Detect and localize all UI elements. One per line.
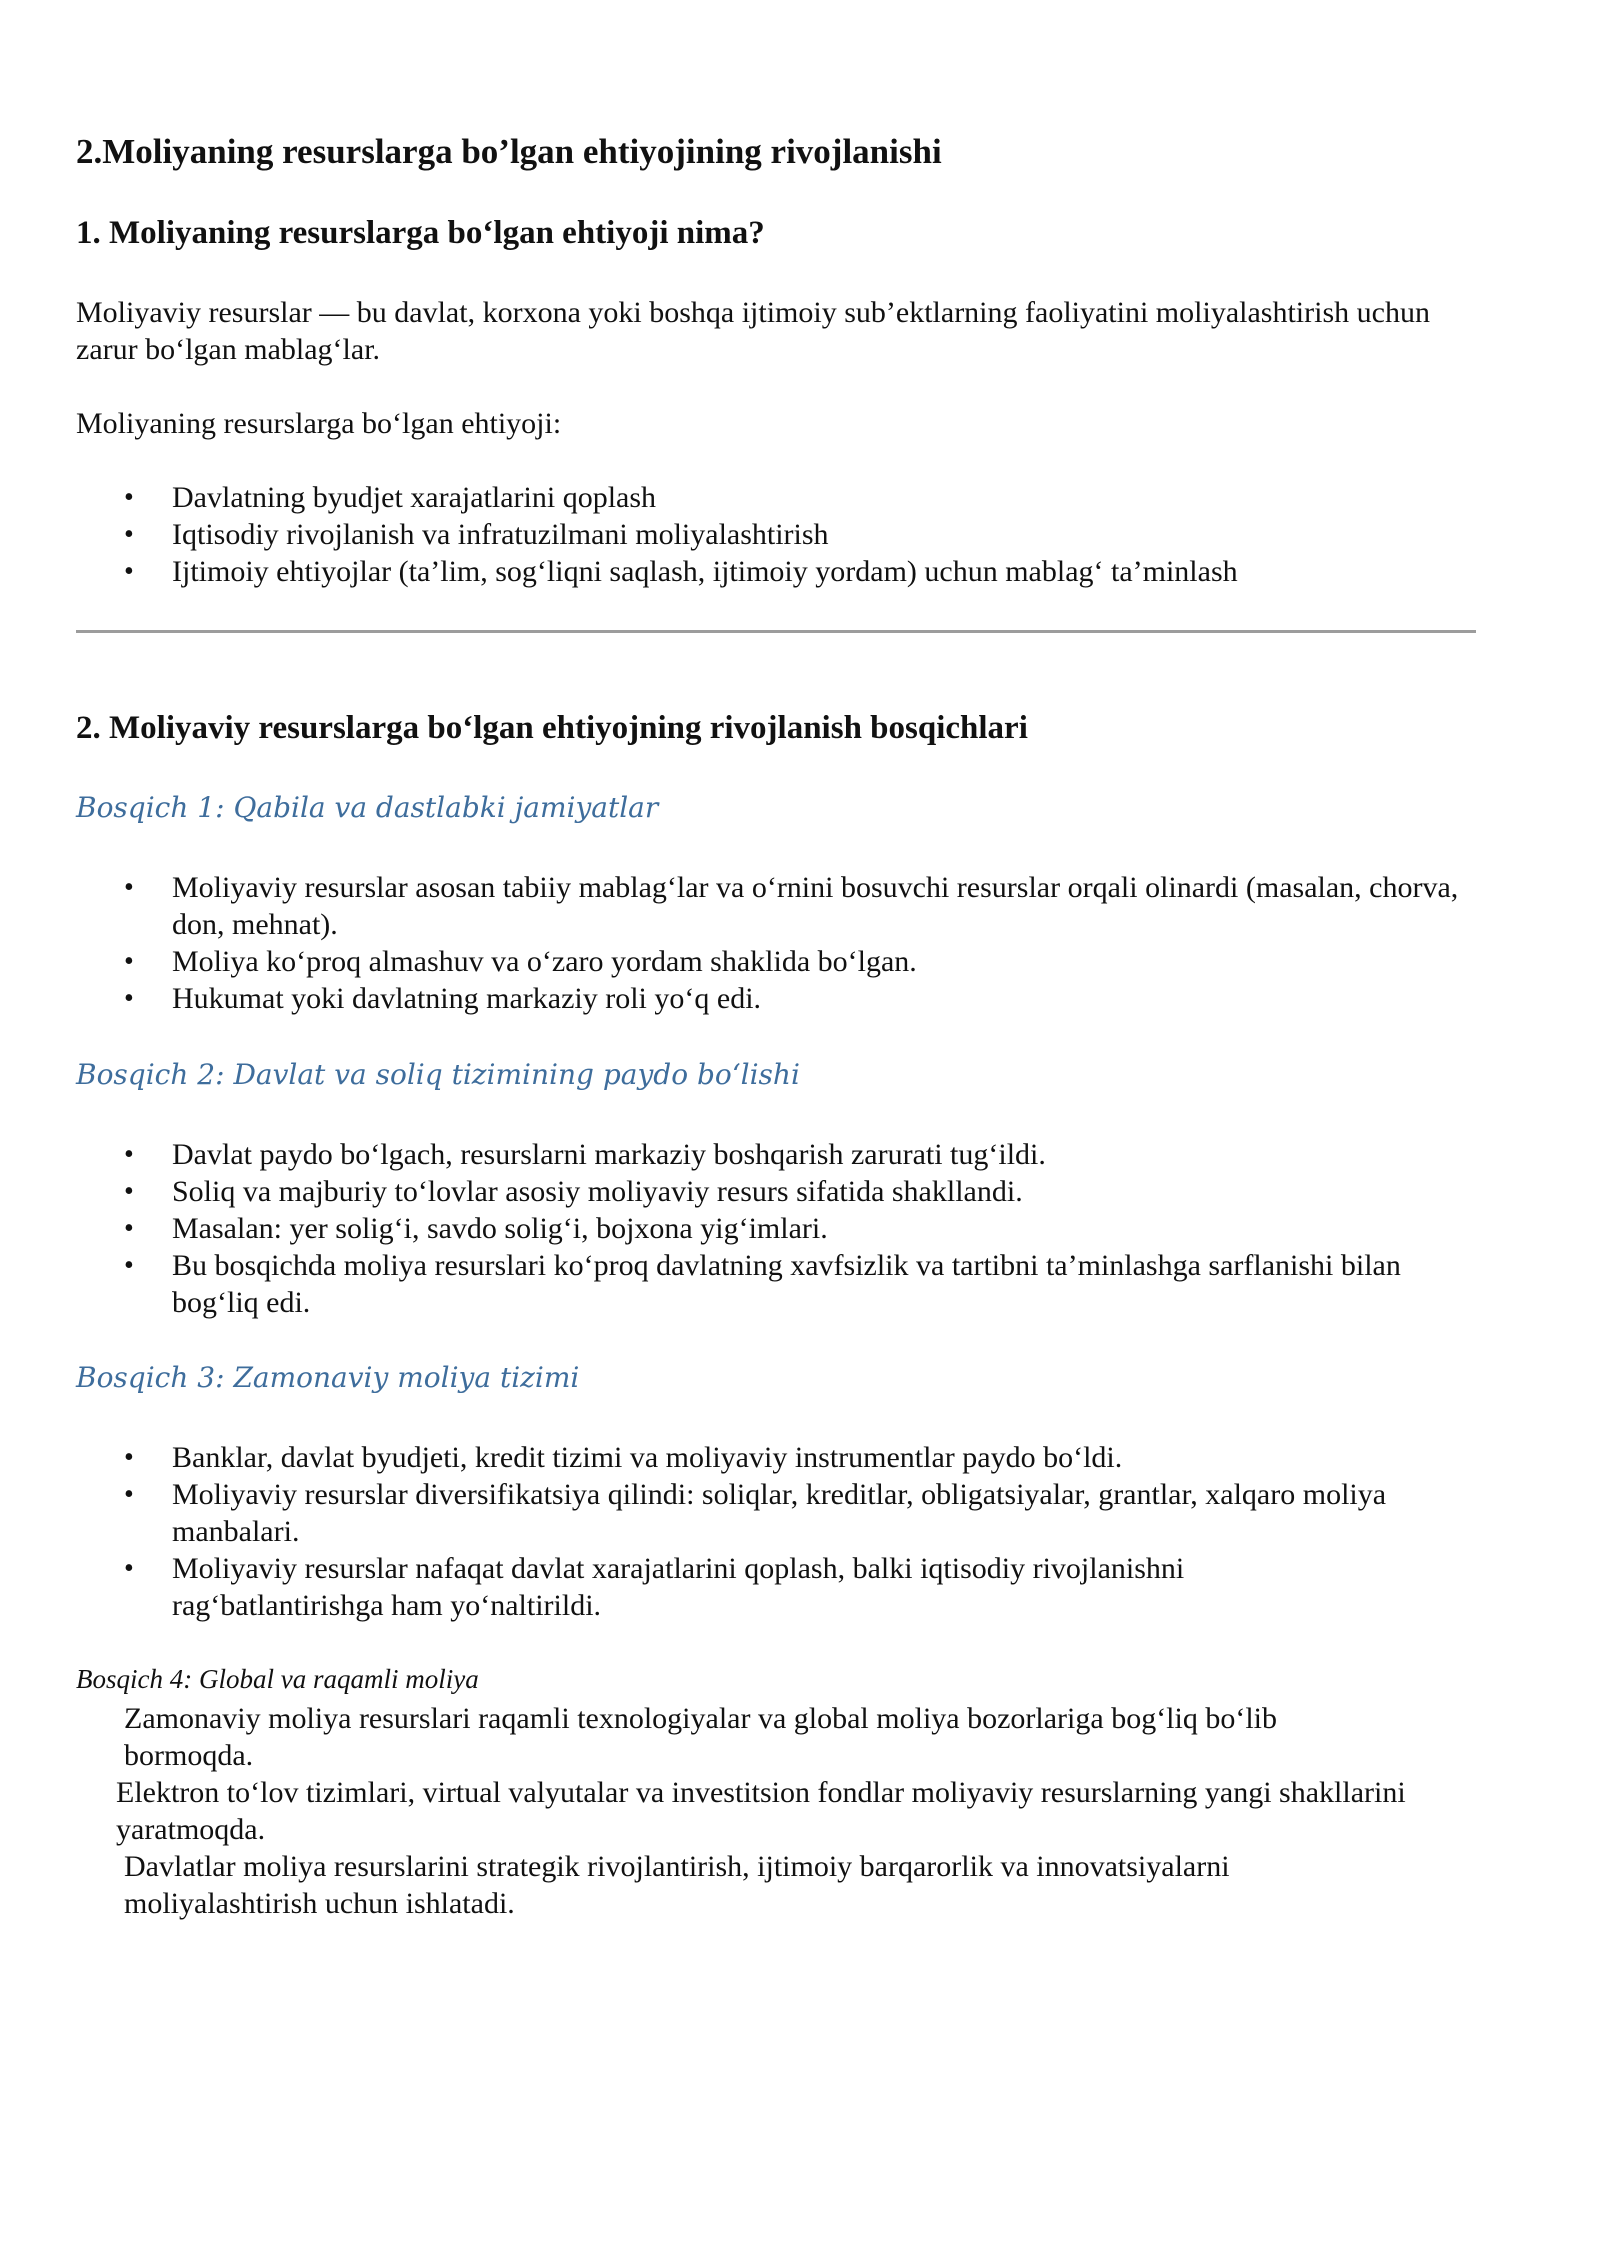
list-item bbox=[76, 980, 1496, 1017]
section-2-heading: 2. Moliyaviy resurslarga bo‘lgan ehtiyojning rivojlanish bosqichlari bbox=[76, 710, 1028, 746]
list-item-text: Iqtisodiy rivojlanish va infratuzilmani moliyalashtirish bbox=[172, 518, 829, 551]
section-1-heading: 1. Moliyaning resurslarga bo‘lgan ehtiyoji nima? bbox=[76, 215, 765, 251]
list-item-text: Moliya ko‘proq almashuv va o‘zaro yordam shaklida bo‘lgan. bbox=[172, 945, 917, 978]
list-item bbox=[76, 1247, 1456, 1321]
stage-1-list bbox=[76, 869, 1496, 1017]
list-item-text: Soliq va majburiy to‘lovlar asosiy moliyaviy resurs sifatida shakllandi. bbox=[172, 1175, 1023, 1208]
stage-4-line: Davlatlar moliya resurslarini strategik rivojlantirish, ijtimoiy barqarorlik va innovatsiyalarni moliyalashtirish uchun ishlatadi. bbox=[124, 1850, 1230, 1920]
needs-intro: Moliyaning resurslarga bo‘lgan ehtiyoji: bbox=[76, 407, 562, 440]
list-item bbox=[76, 1210, 1456, 1247]
list-item-text: Moliyaviy resurslar nafaqat davlat xarajatlarini qoplash, balki iqtisodiy rivojlanishni rag‘batlantirishga ham yo‘naltirildi. bbox=[172, 1552, 1185, 1622]
stage-3-heading: Bosqich 3: Zamonaviy moliya tizimi bbox=[76, 1361, 580, 1394]
bullet-icon: • bbox=[124, 1250, 134, 1281]
list-item bbox=[76, 1476, 1496, 1550]
stage-4-line: Elektron to‘lov tizimlari, virtual valyutalar va investitsion fondlar moliyaviy resurslarning yangi shakllarini yaratmoqda. bbox=[116, 1776, 1406, 1846]
stage-2-heading: Bosqich 2: Davlat va soliq tizimining paydo bo‘lishi bbox=[76, 1058, 800, 1091]
list-item bbox=[76, 516, 1506, 553]
document-title: 2.Moliyaning resurslarga bo’lgan ehtiyojining rivojlanishi bbox=[76, 132, 942, 171]
stage-4-heading: Bosqich 4: Global va raqamli moliya bbox=[76, 1664, 479, 1694]
list-item-text: Davlat paydo bo‘lgach, resurslarni markaziy boshqarish zarurati tug‘ildi. bbox=[172, 1138, 1046, 1171]
list-item-text: Ijtimoiy ehtiyojlar (ta’lim, sog‘liqni saqlash, ijtimoiy yordam) uchun mablag‘ ta’minlash bbox=[172, 555, 1238, 588]
stage-2-list bbox=[76, 1136, 1456, 1321]
stage-1-heading: Bosqich 1: Qabila va dastlabki jamiyatlar bbox=[76, 791, 659, 824]
stage-3-list bbox=[76, 1439, 1496, 1624]
bullet-icon: • bbox=[124, 1479, 134, 1510]
bullet-icon: • bbox=[124, 1176, 134, 1207]
list-item-text: Masalan: yer solig‘i, savdo solig‘i, bojxona yig‘imlari. bbox=[172, 1212, 828, 1245]
stage-4-line: Zamonaviy moliya resurslari raqamli texnologiyalar va global moliya bozorlariga bog‘liq bo‘lib bormoqda. bbox=[124, 1702, 1278, 1772]
bullet-icon: • bbox=[124, 482, 134, 513]
bullet-icon: • bbox=[124, 1442, 134, 1473]
list-item bbox=[76, 1173, 1456, 1210]
list-item bbox=[76, 869, 1496, 943]
list-item-text: Moliyaviy resurslar asosan tabiiy mablag‘lar va o‘rnini bosuvchi resurslar orqali olinardi (masalan, chorva, don, mehnat). bbox=[172, 871, 1459, 941]
bullet-icon: • bbox=[124, 1213, 134, 1244]
list-item-text: Banklar, davlat byudjeti, kredit tizimi va moliyaviy instrumentlar paydo bo‘ldi. bbox=[172, 1441, 1123, 1474]
list-item bbox=[76, 1550, 1496, 1624]
bullet-icon: • bbox=[124, 519, 134, 550]
bullet-icon: • bbox=[124, 946, 134, 977]
list-item-text: Bu bosqichda moliya resurslari ko‘proq davlatning xavfsizlik va tartibni ta’minlashga sarflanishi bilan bog‘liq edi. bbox=[172, 1249, 1401, 1319]
bullet-icon: • bbox=[124, 983, 134, 1014]
list-item bbox=[76, 553, 1506, 590]
bullet-icon: • bbox=[124, 1139, 134, 1170]
horizontal-divider bbox=[76, 630, 1476, 633]
list-item bbox=[76, 1439, 1496, 1476]
list-item-text: Moliyaviy resurslar diversifikatsiya qilindi: soliqlar, kreditlar, obligatsiyalar, grantlar, xalqaro moliya manbalari. bbox=[172, 1478, 1387, 1548]
list-item bbox=[76, 1136, 1456, 1173]
bullet-icon: • bbox=[124, 872, 134, 903]
list-item-text: Davlatning byudjet xarajatlarini qoplash bbox=[172, 481, 657, 514]
needs-list bbox=[76, 479, 1506, 590]
list-item-text: Hukumat yoki davlatning markaziy roli yo‘q edi. bbox=[172, 982, 762, 1015]
definition-paragraph: Moliyaviy resurslar — bu davlat, korxona yoki boshqa ijtimoiy sub’ektlarning faoliyatini moliyalashtirish uchun zarur bo‘lgan mablag‘lar. bbox=[76, 296, 1430, 366]
list-item bbox=[76, 479, 1506, 516]
list-item bbox=[76, 943, 1496, 980]
bullet-icon: • bbox=[124, 1553, 134, 1584]
bullet-icon: • bbox=[124, 556, 134, 587]
